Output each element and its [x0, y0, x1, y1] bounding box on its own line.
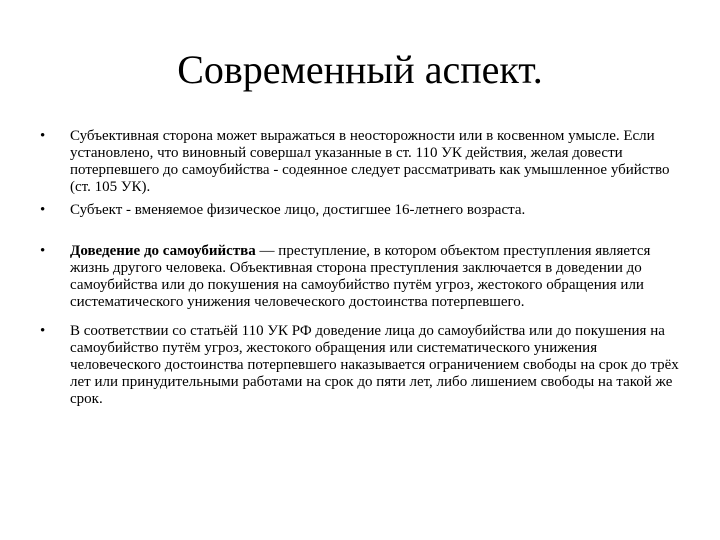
bullet-icon: • — [40, 243, 46, 259]
list-item-definition — [40, 243, 690, 311]
list-item-bold-term: Доведение до самоубийства — [70, 243, 256, 259]
list-item-text: Субъект - вменяемое физическое лицо, достигшее 16-летнего возраста. — [70, 202, 526, 218]
list-item-text: В соответствии со статьёй 110 УК РФ доведение лица до самоубийства или до покушения на самоубийство путём угроз, жестокого обращения или систематического унижения человеческого достоинства потерпевшего наказывается ограничением свободы на срок до трёх лет или принудительными работами на срок до пяти лет, либо лишением свободы на такой же срок. — [70, 323, 679, 407]
list-item-text: — преступление, в котором объектом преступления является жизнь другого человека. Объективная сторона преступления заключается в доведении до самоубийства или до покушения на самоубийство путём угроз, жестокого обращения или систематического унижения человеческого достоинства потерпевшего. — [70, 243, 651, 310]
bullet-list — [40, 128, 690, 408]
list-item-subject — [40, 202, 690, 219]
bullet-icon: • — [40, 323, 46, 339]
list-item-article-110 — [40, 323, 690, 408]
list-item-text: Субъективная сторона может выражаться в неосторожности или в косвенном умысле. Если установлено, что виновный совершал указанные в ст. 110 УК действия, желая довести потерпевшего до самоубийства - содеянное следует рассматривать как умышленное убийство (ст. 105 УК). — [70, 128, 670, 195]
bullet-icon: • — [40, 128, 46, 144]
bullet-icon: • — [40, 202, 46, 218]
slide-title: Современный аспект. — [177, 47, 543, 92]
list-item-subjective-side — [40, 128, 690, 196]
